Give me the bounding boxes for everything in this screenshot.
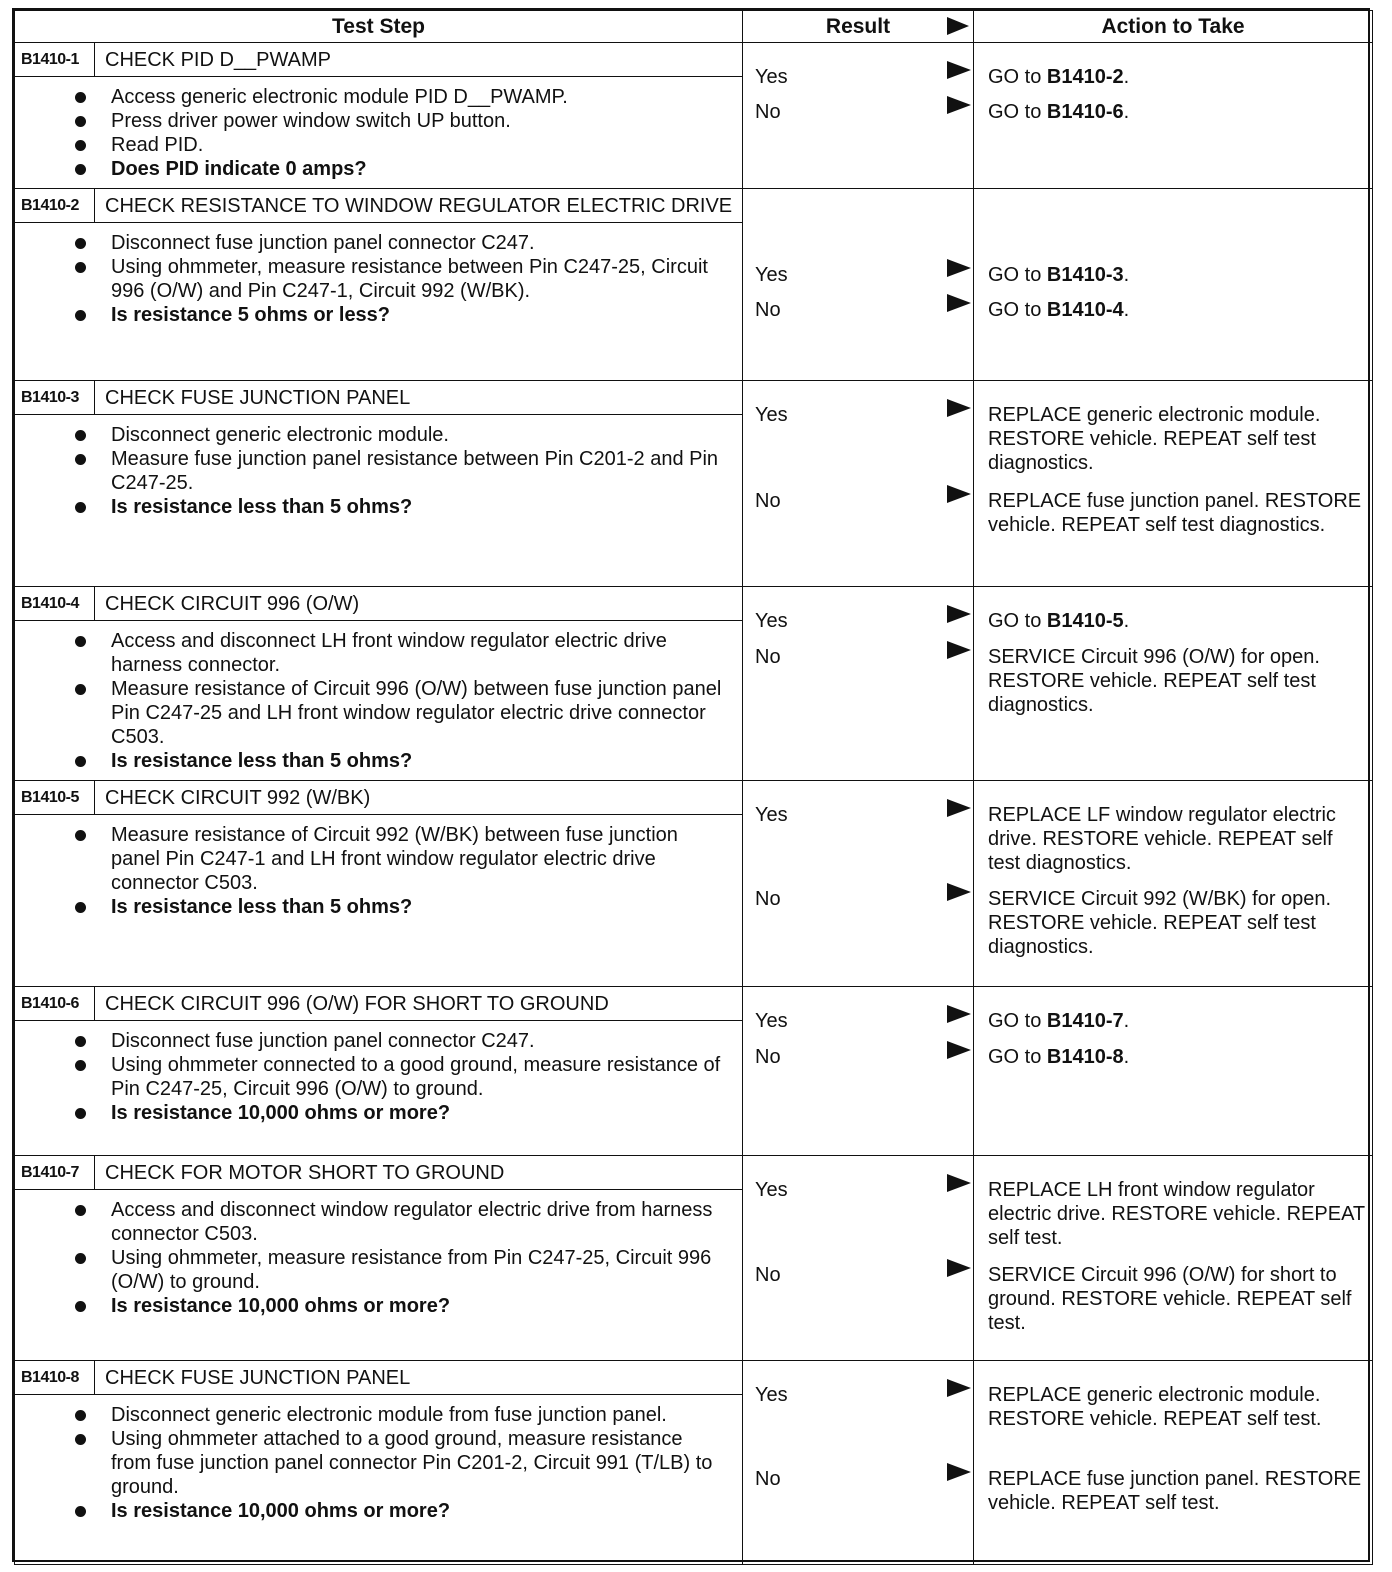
result-yes: Yes <box>755 1384 788 1406</box>
action-tail: . <box>1123 1010 1130 1032</box>
action-instruction: GO to <box>988 66 1047 88</box>
step-instruction: Disconnect fuse junction panel connector C247. <box>111 1029 722 1053</box>
action-tail: . <box>1123 1046 1130 1068</box>
action-text <box>988 403 1366 475</box>
right-triangle-arrow-icon <box>947 1041 971 1059</box>
action-instruction: GO to <box>988 1010 1047 1032</box>
table-row <box>15 1361 1373 1565</box>
step-instruction: Using ohmmeter, measure resistance between Pin C247-25, Circuit 996 (O/W) and Pin C247-1, Circuit 992 (W/BK). <box>111 255 722 303</box>
action-text <box>988 1178 1366 1250</box>
table-row <box>15 381 1373 587</box>
right-triangle-arrow-icon <box>947 485 971 503</box>
right-triangle-arrow-icon <box>947 294 971 312</box>
right-triangle-arrow-icon <box>947 399 971 417</box>
action-instruction: GO to <box>988 1046 1047 1068</box>
test-step-cell <box>15 381 743 587</box>
action-cell <box>974 1156 1373 1361</box>
step-title: CHECK FOR MOTOR SHORT TO GROUND <box>105 1162 505 1184</box>
action-text <box>988 298 1366 322</box>
step-question: Is resistance 5 ohms or less? <box>111 303 722 327</box>
step-instruction: Disconnect fuse junction panel connector C247. <box>111 231 722 255</box>
action-cell <box>974 587 1373 781</box>
action-text <box>988 489 1366 537</box>
right-triangle-arrow-icon <box>947 1463 971 1481</box>
result-no: No <box>755 888 781 910</box>
step-bullets <box>15 621 742 779</box>
action-text <box>988 1467 1366 1515</box>
result-cell <box>743 587 974 781</box>
step-title: CHECK PID D__PWAMP <box>105 49 331 71</box>
table-row <box>15 587 1373 781</box>
result-cell <box>743 987 974 1156</box>
action-instruction: SERVICE Circuit 996 (O/W) for open. RESTORE vehicle. REPEAT self test diagnostics. <box>988 646 1320 716</box>
right-triangle-arrow-icon <box>947 605 971 623</box>
right-triangle-arrow-icon <box>947 17 969 35</box>
action-text <box>988 1045 1366 1069</box>
action-instruction: REPLACE generic electronic module. RESTORE vehicle. REPEAT self test diagnostics. <box>988 404 1321 474</box>
header-result-cell <box>743 11 974 43</box>
action-text <box>988 100 1366 124</box>
step-bullets <box>15 1395 742 1529</box>
step-header <box>15 781 742 815</box>
step-bullets <box>15 1021 742 1131</box>
result-no: No <box>755 299 781 321</box>
step-bullets <box>15 815 742 925</box>
step-title: CHECK FUSE JUNCTION PANEL <box>105 1367 411 1389</box>
step-title: CHECK CIRCUIT 996 (O/W) <box>105 593 360 615</box>
step-title: CHECK CIRCUIT 996 (O/W) FOR SHORT TO GROUND <box>105 993 609 1015</box>
step-instruction: Using ohmmeter, measure resistance from Pin C247-25, Circuit 996 (O/W) to ground. <box>111 1246 722 1294</box>
step-instruction: Using ohmmeter attached to a good ground, measure resistance from fuse junction panel connector Pin C201-2, Circuit 991 (T/LB) to ground. <box>111 1427 722 1499</box>
step-header <box>15 1156 742 1190</box>
action-cell <box>974 381 1373 587</box>
result-no: No <box>755 1046 781 1068</box>
step-title: CHECK CIRCUIT 992 (W/BK) <box>105 787 371 809</box>
step-bullets <box>15 77 742 187</box>
step-instruction: Access and disconnect window regulator electric drive from harness connector C503. <box>111 1198 722 1246</box>
step-instruction: Read PID. <box>111 133 722 157</box>
action-instruction: REPLACE LF window regulator electric drive. RESTORE vehicle. REPEAT self test diagnostics. <box>988 804 1336 874</box>
step-bullets <box>15 415 742 525</box>
action-step-ref: B1410-7 <box>1046 1010 1124 1032</box>
action-tail: . <box>1123 299 1130 321</box>
right-triangle-arrow-icon <box>947 1005 971 1023</box>
table-header-row <box>15 11 1373 43</box>
action-tail: . <box>1123 101 1130 123</box>
diagnostic-table <box>14 10 1373 1565</box>
test-step-cell <box>15 987 743 1156</box>
step-instruction: Measure fuse junction panel resistance between Pin C201-2 and Pin C247-25. <box>111 447 722 495</box>
action-text <box>988 1009 1366 1033</box>
action-step-ref: B1410-4 <box>1046 299 1124 321</box>
right-triangle-arrow-icon <box>947 1259 971 1277</box>
action-instruction: GO to <box>988 299 1047 321</box>
result-cell <box>743 43 974 189</box>
action-instruction: REPLACE fuse junction panel. RESTORE vehicle. REPEAT self test. <box>988 1468 1362 1514</box>
diagnostic-table-sheet <box>12 8 1370 1562</box>
step-title: CHECK FUSE JUNCTION PANEL <box>105 387 411 409</box>
action-step-ref: B1410-2 <box>1046 66 1124 88</box>
action-cell <box>974 987 1373 1156</box>
step-header <box>15 381 742 415</box>
action-instruction: REPLACE LH front window regulator electric drive. RESTORE vehicle. REPEAT self test. <box>988 1179 1365 1249</box>
right-triangle-arrow-icon <box>947 1174 971 1192</box>
step-instruction: Using ohmmeter connected to a good ground, measure resistance of Pin C247-25, Circuit 996 (O/W) to ground. <box>111 1054 721 1100</box>
step-bullets <box>15 223 742 333</box>
action-text <box>988 609 1366 633</box>
step-question: Is resistance less than 5 ohms? <box>111 895 722 919</box>
step-id: B1410-7 <box>15 1156 95 1189</box>
header-test-step: Test Step <box>15 11 743 43</box>
step-instruction: Disconnect generic electronic module. <box>111 423 722 447</box>
action-instruction: SERVICE Circuit 996 (O/W) for short to ground. RESTORE vehicle. REPEAT self test. <box>988 1264 1352 1334</box>
step-question: Is resistance 10,000 ohms or more? <box>111 1101 722 1125</box>
result-cell <box>743 1361 974 1565</box>
step-question: Is resistance 10,000 ohms or more? <box>111 1499 722 1523</box>
result-no: No <box>755 101 781 123</box>
right-triangle-arrow-icon <box>947 799 971 817</box>
header-action: Action to Take <box>974 11 1373 43</box>
step-bullets <box>15 1190 742 1324</box>
step-question: Does PID indicate 0 amps? <box>111 157 722 181</box>
action-instruction: GO to <box>988 264 1047 286</box>
action-instruction: GO to <box>988 101 1047 123</box>
action-instruction: SERVICE Circuit 992 (W/BK) for open. RESTORE vehicle. REPEAT self test diagnostics. <box>988 888 1332 958</box>
test-step-cell <box>15 587 743 781</box>
test-step-cell <box>15 1361 743 1565</box>
action-text <box>988 1383 1366 1431</box>
result-no: No <box>755 490 781 512</box>
action-text <box>988 803 1366 875</box>
right-triangle-arrow-icon <box>947 1379 971 1397</box>
step-instruction: Measure resistance of Circuit 996 (O/W) between fuse junction panel Pin C247-25 and LH front window regulator electric drive connector C503. <box>111 678 722 748</box>
action-cell <box>974 781 1373 987</box>
test-step-cell <box>15 189 743 381</box>
action-instruction: REPLACE fuse junction panel. RESTORE vehicle. REPEAT self test diagnostics. <box>988 490 1362 536</box>
step-id: B1410-1 <box>15 43 95 76</box>
action-step-ref: B1410-3 <box>1046 264 1124 286</box>
table-row <box>15 781 1373 987</box>
right-triangle-arrow-icon <box>947 883 971 901</box>
result-yes: Yes <box>755 404 788 426</box>
result-yes: Yes <box>755 264 788 286</box>
right-triangle-arrow-icon <box>947 641 971 659</box>
table-row <box>15 1156 1373 1361</box>
result-yes: Yes <box>755 1179 788 1201</box>
step-header <box>15 1361 742 1395</box>
step-header <box>15 987 742 1021</box>
right-triangle-arrow-icon <box>947 61 971 79</box>
action-cell <box>974 189 1373 381</box>
action-tail: . <box>1123 610 1130 632</box>
step-id: B1410-5 <box>15 781 95 814</box>
action-instruction: REPLACE generic electronic module. RESTORE vehicle. REPEAT self test. <box>988 1384 1322 1430</box>
step-header <box>15 43 742 77</box>
table-row <box>15 43 1373 189</box>
result-cell <box>743 1156 974 1361</box>
header-result: Result <box>825 14 891 38</box>
step-id: B1410-3 <box>15 381 95 414</box>
action-step-ref: B1410-6 <box>1046 101 1124 123</box>
action-text <box>988 263 1366 287</box>
action-tail: . <box>1123 264 1130 286</box>
right-triangle-arrow-icon <box>947 259 971 277</box>
result-yes: Yes <box>755 610 788 632</box>
step-instruction: Access and disconnect LH front window regulator electric drive harness connector. <box>111 629 722 677</box>
action-cell <box>974 43 1373 189</box>
result-no: No <box>755 1468 781 1490</box>
table-row <box>15 189 1373 381</box>
step-instruction: Press driver power window switch UP button. <box>111 109 722 133</box>
result-cell <box>743 381 974 587</box>
step-question: Is resistance 10,000 ohms or more? <box>111 1294 722 1318</box>
step-instruction: Access generic electronic module PID D__PWAMP. <box>111 85 722 109</box>
step-header <box>15 189 742 223</box>
step-instruction: Measure resistance of Circuit 992 (W/BK) between fuse junction panel Pin C247-1 and LH front window regulator electric drive connector C503. <box>111 823 722 895</box>
action-step-ref: B1410-8 <box>1046 1046 1124 1068</box>
test-step-cell <box>15 1156 743 1361</box>
result-no: No <box>755 1264 781 1286</box>
action-text <box>988 65 1366 89</box>
result-yes: Yes <box>755 1010 788 1032</box>
step-id: B1410-2 <box>15 189 95 222</box>
action-text <box>988 887 1366 959</box>
test-step-cell <box>15 781 743 987</box>
step-header <box>15 587 742 621</box>
action-text <box>988 645 1366 717</box>
result-cell <box>743 781 974 987</box>
table-body <box>15 43 1373 1565</box>
action-tail: . <box>1123 66 1130 88</box>
step-question: Is resistance less than 5 ohms? <box>111 749 722 773</box>
result-cell <box>743 189 974 381</box>
step-question: Is resistance less than 5 ohms? <box>111 495 722 519</box>
step-id: B1410-8 <box>15 1361 95 1394</box>
result-yes: Yes <box>755 804 788 826</box>
right-triangle-arrow-icon <box>947 96 971 114</box>
result-no: No <box>755 646 781 668</box>
step-id: B1410-6 <box>15 987 95 1020</box>
step-id: B1410-4 <box>15 587 95 620</box>
step-instruction: Disconnect generic electronic module from fuse junction panel. <box>111 1403 722 1427</box>
table-row <box>15 987 1373 1156</box>
test-step-cell <box>15 43 743 189</box>
action-text <box>988 1263 1366 1335</box>
action-step-ref: B1410-5 <box>1046 610 1124 632</box>
result-yes: Yes <box>755 66 788 88</box>
action-cell <box>974 1361 1373 1565</box>
action-instruction: GO to <box>988 610 1047 632</box>
step-title: CHECK RESISTANCE TO WINDOW REGULATOR ELECTRIC DRIVE <box>105 195 733 217</box>
